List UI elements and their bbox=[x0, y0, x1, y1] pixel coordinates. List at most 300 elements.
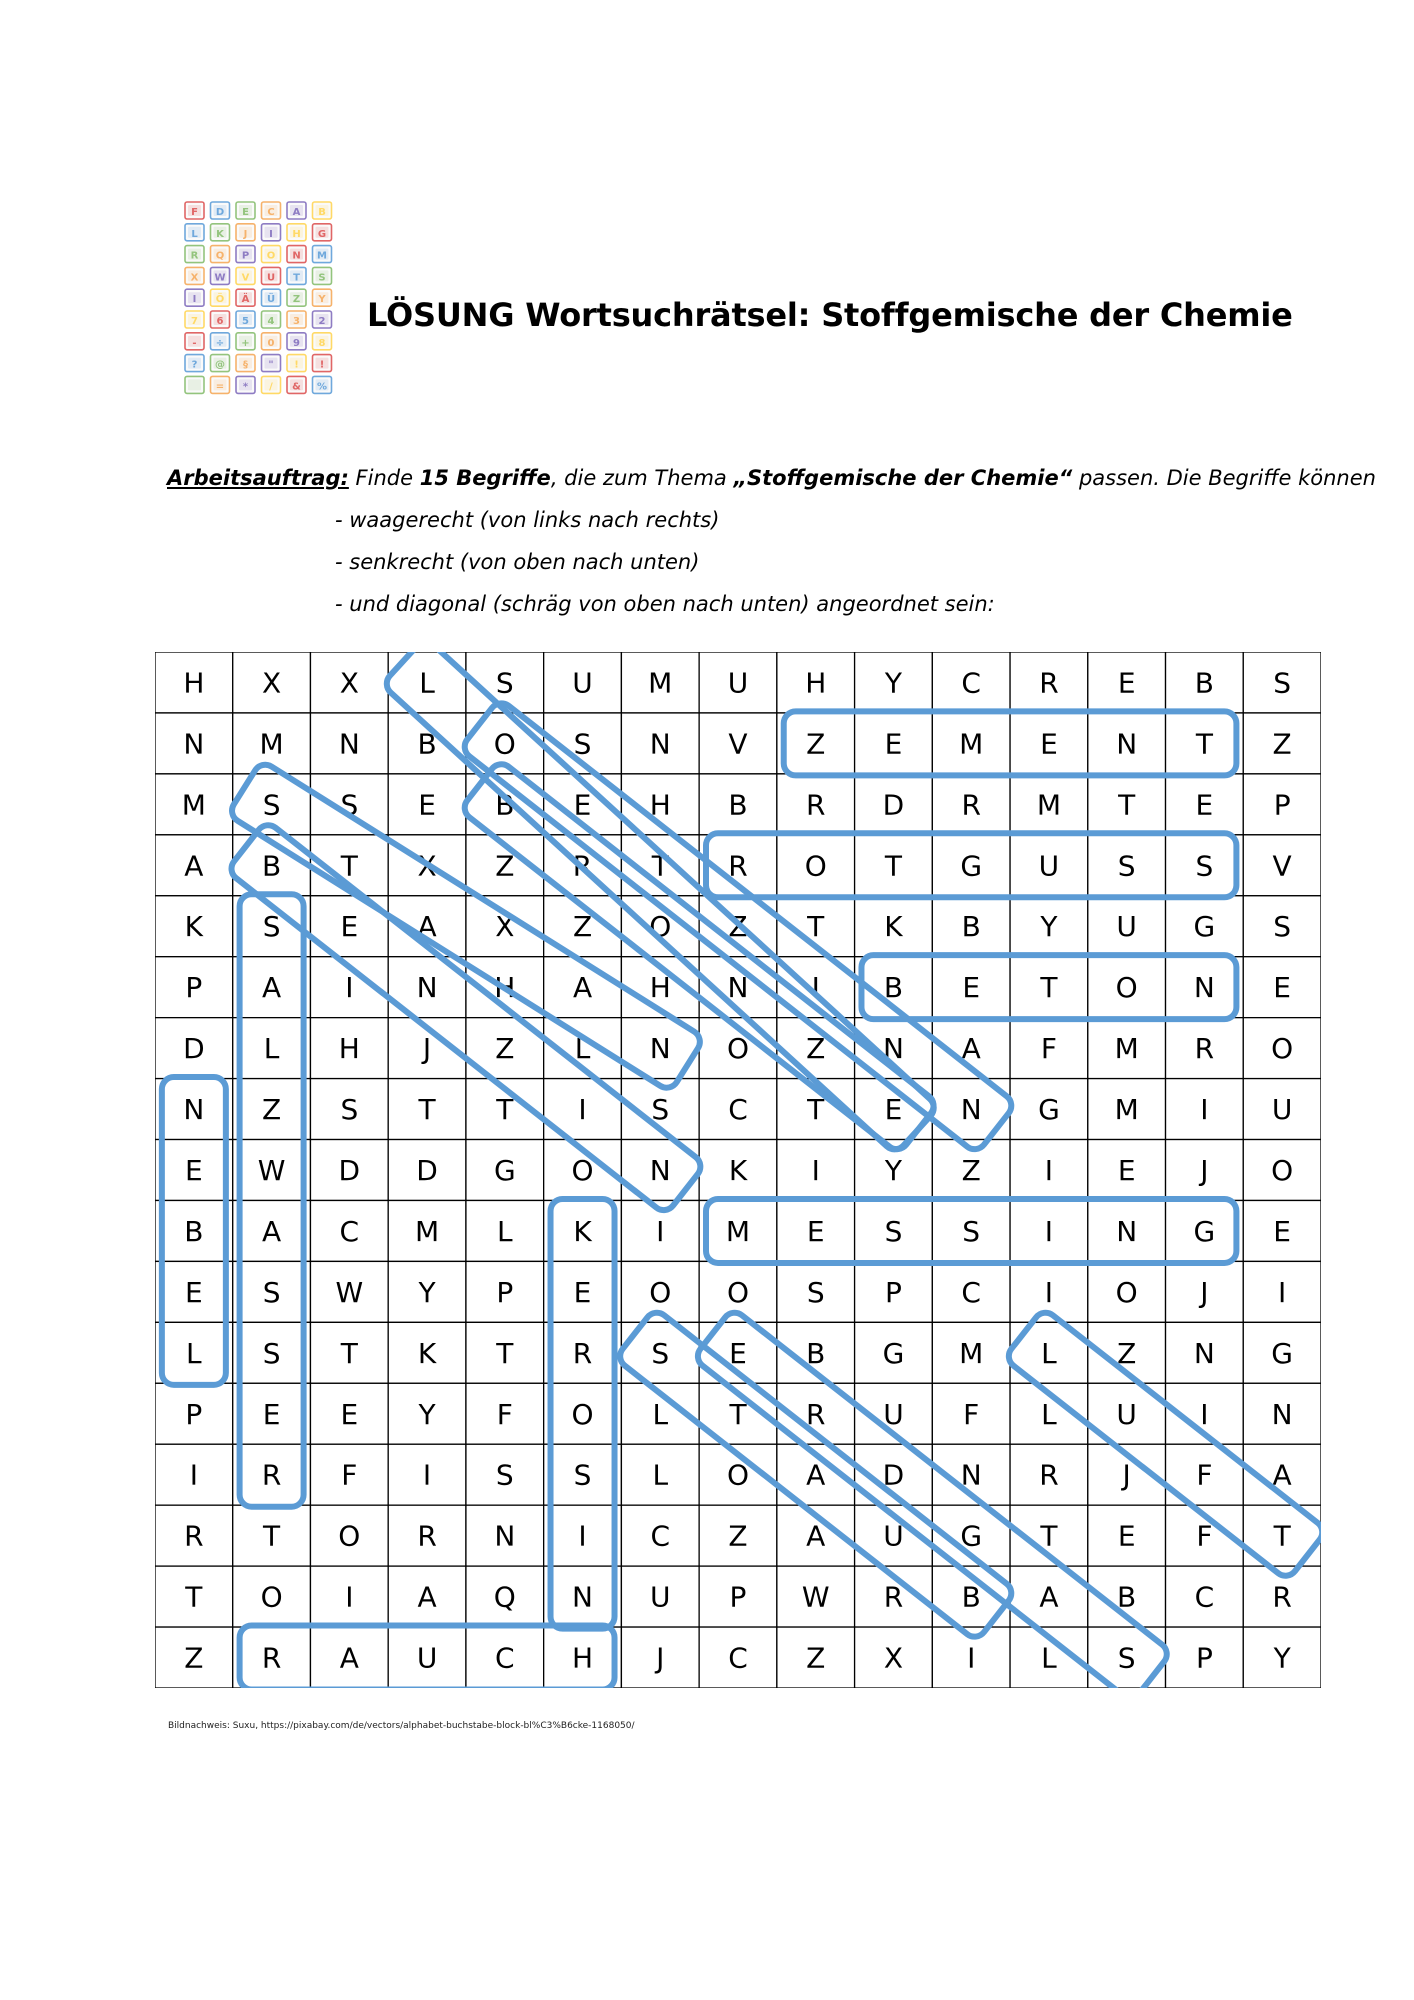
grid-letter: M bbox=[181, 788, 206, 822]
letter-block-label: 8 bbox=[318, 337, 326, 349]
grid-letter: A bbox=[572, 971, 593, 1005]
grid-letter: V bbox=[1272, 849, 1292, 883]
term-count: 15 Begriffe bbox=[419, 466, 551, 490]
letter-block-label: 4 bbox=[267, 316, 275, 327]
letter-block-label: K bbox=[216, 228, 224, 240]
grid-letter: I bbox=[811, 971, 820, 1005]
letter-block-label: - bbox=[192, 337, 197, 349]
grid-letter: T bbox=[1273, 1519, 1291, 1553]
grid-letter: I bbox=[578, 1519, 587, 1553]
grid-letter: R bbox=[572, 849, 593, 883]
grid-letter: O bbox=[649, 1275, 672, 1309]
grid-letter: Y bbox=[1040, 910, 1058, 944]
grid-letter: Z bbox=[961, 1154, 981, 1187]
grid-letter: L bbox=[1041, 1641, 1057, 1675]
grid-letter: B bbox=[184, 1214, 204, 1248]
grid-letter: N bbox=[649, 1032, 671, 1066]
grid-letter: Z bbox=[806, 1032, 826, 1066]
grid-letter: A bbox=[417, 910, 437, 944]
grid-letter: Z bbox=[728, 910, 748, 944]
grid-letter: S bbox=[806, 1275, 825, 1309]
topic: „Stoffgemische der Chemie“ bbox=[733, 466, 1073, 490]
grid-letter: S bbox=[651, 1336, 670, 1370]
grid-letter: T bbox=[1040, 971, 1058, 1005]
grid-letter: E bbox=[1273, 971, 1291, 1005]
grid-letter: M bbox=[648, 666, 673, 700]
grid-letter: M bbox=[259, 727, 284, 761]
grid-letter: I bbox=[967, 1641, 976, 1675]
letter-block-label: 0 bbox=[267, 337, 275, 349]
grid-letter: A bbox=[961, 1032, 981, 1066]
grid-letter: J bbox=[1200, 1275, 1209, 1309]
grid-letter: P bbox=[885, 1275, 902, 1309]
grid-letter: I bbox=[811, 1154, 820, 1187]
grid-letter: T bbox=[729, 1397, 747, 1431]
word-search-grid bbox=[155, 652, 1321, 1688]
grid-letter: G bbox=[1038, 1093, 1060, 1127]
grid-letter: N bbox=[649, 727, 671, 761]
grid-letter: S bbox=[262, 1275, 281, 1309]
grid-letter: Y bbox=[418, 1397, 436, 1431]
grid-letter: S bbox=[573, 727, 592, 761]
grid-letter: S bbox=[262, 1336, 281, 1370]
grid-letter: T bbox=[340, 1336, 358, 1370]
letter-block-label: C bbox=[267, 207, 275, 218]
grid-letter: O bbox=[1115, 1275, 1138, 1309]
grid-letter: R bbox=[1194, 1032, 1215, 1066]
grid-letter: X bbox=[883, 1641, 904, 1675]
grid-letter: Z bbox=[806, 727, 826, 761]
grid-letter: F bbox=[1196, 1458, 1213, 1492]
grid-letter: N bbox=[183, 727, 205, 761]
grid-letter: C bbox=[961, 666, 981, 700]
grid-letter: Z bbox=[184, 1641, 204, 1675]
letter-block-label: / bbox=[269, 381, 273, 393]
letter-block-label: Ä bbox=[241, 294, 250, 306]
letter-block-label: % bbox=[316, 381, 328, 393]
grid-letter: O bbox=[1271, 1032, 1294, 1066]
grid-letter: S bbox=[1195, 849, 1214, 883]
grid-letter: G bbox=[1193, 910, 1216, 944]
grid-letter: P bbox=[729, 1580, 747, 1614]
grid-letter: L bbox=[574, 1032, 591, 1066]
grid-letter: I bbox=[1044, 1275, 1054, 1309]
letter-block-label: B bbox=[318, 207, 326, 218]
grid-letter: B bbox=[961, 910, 981, 944]
letter-block-label: V bbox=[241, 272, 250, 284]
grid-letter: J bbox=[656, 1641, 665, 1675]
grid-letter: B bbox=[883, 971, 904, 1005]
letter-block-label: 9 bbox=[293, 337, 300, 349]
grid-letter: T bbox=[418, 1093, 436, 1127]
grid-letter: N bbox=[1193, 971, 1215, 1005]
letter-block-label: Ü bbox=[266, 294, 276, 306]
grid-letter: K bbox=[184, 910, 204, 944]
grid-letter: Y bbox=[884, 666, 903, 700]
grid-letter: L bbox=[652, 1458, 669, 1492]
letter-block-label: I bbox=[192, 294, 197, 306]
grid-letter: I bbox=[578, 1093, 587, 1127]
letter-block-label: * bbox=[242, 381, 249, 393]
grid-letter: S bbox=[262, 910, 281, 944]
grid-letter: N bbox=[1116, 1214, 1138, 1248]
grid-letter: A bbox=[262, 971, 282, 1005]
letter-block-face bbox=[188, 379, 201, 390]
grid-letter: R bbox=[805, 788, 826, 822]
grid-letter: C bbox=[728, 1641, 748, 1675]
grid-letter: U bbox=[650, 1580, 671, 1614]
grid-letter: Y bbox=[1273, 1641, 1291, 1675]
grid-letter: F bbox=[341, 1458, 358, 1492]
grid-letter: Z bbox=[495, 1032, 515, 1066]
grid-letter: N bbox=[183, 1093, 205, 1127]
grid-letter: C bbox=[1194, 1580, 1215, 1614]
letter-block-label: Q bbox=[215, 250, 225, 262]
grid-letter: L bbox=[263, 1032, 280, 1066]
grid-letter: U bbox=[1116, 910, 1137, 944]
grid-letter: N bbox=[338, 727, 360, 761]
grid-letter: N bbox=[416, 971, 438, 1005]
grid-letter: C bbox=[495, 1641, 515, 1675]
grid-letter: S bbox=[1273, 910, 1292, 944]
grid-letter: N bbox=[882, 1032, 904, 1066]
grid-letter: X bbox=[495, 910, 515, 944]
grid-letter: R bbox=[805, 1397, 826, 1431]
letter-block-label: S bbox=[318, 272, 326, 284]
grid-letter: B bbox=[261, 849, 282, 883]
grid-letter: N bbox=[960, 1458, 982, 1492]
grid-letter: T bbox=[185, 1580, 203, 1614]
grid-letter: I bbox=[345, 1580, 354, 1614]
grid-letter: M bbox=[1114, 1093, 1139, 1127]
letter-block-label: J bbox=[243, 228, 248, 240]
grid-letter: O bbox=[804, 849, 827, 883]
letter-block-label: ? bbox=[191, 359, 198, 371]
grid-letter: I bbox=[1278, 1275, 1287, 1309]
grid-letter: P bbox=[185, 971, 203, 1005]
grid-letter: S bbox=[1117, 1641, 1136, 1675]
grid-letter: L bbox=[496, 1214, 513, 1248]
grid-letter: O bbox=[1115, 971, 1138, 1005]
grid-letter: G bbox=[960, 1519, 983, 1553]
grid-letter: K bbox=[417, 1336, 437, 1370]
letter-block-label: + bbox=[241, 337, 250, 349]
grid-letter: N bbox=[572, 1580, 594, 1614]
grid-letter: W bbox=[257, 1154, 286, 1187]
grid-letter: U bbox=[883, 1397, 904, 1431]
grid-letter: J bbox=[422, 1032, 432, 1066]
grid-letter: Z bbox=[728, 1519, 748, 1553]
grid-letter: R bbox=[417, 1519, 437, 1553]
grid-letter: T bbox=[340, 849, 358, 883]
grid-letter: O bbox=[338, 1519, 361, 1553]
letter-block-label: W bbox=[214, 272, 226, 284]
grid-letter: M bbox=[414, 1214, 440, 1248]
grid-letter: L bbox=[419, 666, 435, 700]
letter-block-label: 6 bbox=[216, 316, 224, 327]
grid-letter: E bbox=[1117, 1154, 1136, 1187]
grid-letter: T bbox=[496, 1093, 514, 1127]
grid-letter: J bbox=[1122, 1458, 1131, 1492]
grid-letter: C bbox=[650, 1519, 671, 1553]
letter-block-label: N bbox=[292, 250, 301, 262]
grid-letter: T bbox=[807, 1093, 825, 1127]
grid-letter: E bbox=[185, 1275, 203, 1309]
grid-letter: C bbox=[961, 1275, 981, 1309]
grid-letter: E bbox=[1195, 788, 1214, 822]
letter-block-label: ! bbox=[319, 359, 325, 371]
grid-letter: G bbox=[960, 849, 983, 883]
grid-letter: O bbox=[726, 1458, 750, 1492]
instruction-item-horizontal: - waagerecht (von links nach rechts) bbox=[335, 508, 720, 532]
grid-letter: E bbox=[884, 1093, 903, 1127]
grid-letter: P bbox=[496, 1275, 514, 1309]
letter-block-label: R bbox=[190, 250, 199, 262]
grid-letter: E bbox=[185, 1154, 203, 1187]
grid-letter: R bbox=[961, 788, 981, 822]
grid-letter: I bbox=[422, 1458, 432, 1492]
letter-block-label: ÷ bbox=[215, 337, 225, 349]
grid-letter: T bbox=[1118, 788, 1136, 822]
letter-block-label: T bbox=[293, 272, 300, 284]
grid-letter: B bbox=[1194, 666, 1215, 700]
letter-block-label: L bbox=[191, 228, 198, 240]
letter-block-label: P bbox=[241, 250, 250, 262]
grid-letter: W bbox=[801, 1580, 830, 1614]
letter-block-label: H bbox=[292, 228, 301, 240]
grid-letter: A bbox=[339, 1641, 359, 1675]
letter-block-label: O bbox=[266, 250, 276, 262]
grid-letter: U bbox=[416, 1641, 438, 1675]
grid-letter: O bbox=[493, 727, 516, 761]
instruction-item-diagonal: - und diagonal (schräg von oben nach unten) angeordnet sein: bbox=[335, 592, 995, 616]
grid-letter: R bbox=[184, 1519, 204, 1553]
grid-letter: R bbox=[1272, 1580, 1292, 1614]
grid-letter: S bbox=[1117, 849, 1136, 883]
grid-letter: X bbox=[339, 666, 359, 700]
letter-block-label: D bbox=[215, 207, 225, 218]
grid-letter: Z bbox=[1272, 727, 1292, 761]
letter-block-label: M bbox=[317, 250, 327, 262]
grid-letter: B bbox=[1117, 1580, 1137, 1614]
grid-letter: A bbox=[184, 849, 204, 883]
grid-letter: E bbox=[1273, 1214, 1291, 1248]
grid-letter: C bbox=[728, 1093, 748, 1127]
letter-block-label: 3 bbox=[293, 316, 300, 327]
grid-letter: S bbox=[340, 1093, 359, 1127]
instruction-line: Arbeitsauftrag: Finde 15 Begriffe, die zum Thema „Stoffgemische der Chemie“ passen. Die Begriffe können bbox=[167, 466, 1376, 490]
grid-letter: R bbox=[1039, 666, 1059, 700]
grid-letter: U bbox=[727, 666, 749, 700]
grid-letter: N bbox=[727, 971, 749, 1005]
letter-block-label: 2 bbox=[318, 316, 326, 327]
grid-letter: K bbox=[573, 1214, 592, 1248]
grid-letter: E bbox=[573, 788, 592, 822]
grid-letter: U bbox=[1271, 1093, 1293, 1127]
grid-letter: E bbox=[262, 1397, 281, 1431]
letter-block-label: 5 bbox=[242, 316, 249, 327]
grid-letter: L bbox=[1041, 1336, 1057, 1370]
grid-letter: S bbox=[651, 1093, 670, 1127]
grid-letter: O bbox=[726, 1032, 750, 1066]
grid-letter: R bbox=[883, 1580, 904, 1614]
grid-letter: T bbox=[884, 849, 903, 883]
grid-letter: S bbox=[495, 1458, 514, 1492]
grid-letter: X bbox=[417, 849, 437, 883]
grid-letter: B bbox=[417, 727, 437, 761]
grid-letter: R bbox=[261, 1458, 282, 1492]
grid-letter: O bbox=[649, 910, 672, 944]
grid-letter: O bbox=[260, 1580, 283, 1614]
grid-letter: L bbox=[186, 1336, 202, 1370]
grid-letter: B bbox=[495, 788, 515, 822]
grid-letter: A bbox=[1039, 1580, 1059, 1614]
letter-block-label: Y bbox=[318, 294, 326, 306]
grid-letter: E bbox=[340, 910, 359, 944]
letter-block-label: = bbox=[215, 381, 225, 393]
grid-letter: T bbox=[1040, 1519, 1058, 1553]
grid-letter: U bbox=[1116, 1397, 1137, 1431]
grid-letter: L bbox=[1041, 1397, 1057, 1431]
alphabet-blocks-logo bbox=[183, 200, 333, 395]
grid-letter: T bbox=[651, 849, 669, 883]
grid-letter: J bbox=[1200, 1154, 1209, 1187]
grid-letter: B bbox=[728, 788, 748, 822]
grid-letter: G bbox=[882, 1336, 905, 1370]
letter-block-label: & bbox=[292, 381, 301, 393]
grid-letter: F bbox=[1040, 1032, 1057, 1066]
grid-letter: R bbox=[728, 849, 748, 883]
grid-letter: B bbox=[806, 1336, 826, 1370]
grid-letter: S bbox=[495, 666, 514, 700]
letter-block-label: X bbox=[190, 272, 199, 284]
grid-letter: G bbox=[493, 1154, 516, 1187]
image-credit: Bildnachweis: Suxu, https://pixabay.com/de/vectors/alphabet-buchstabe-block-bl%C3%B6cke-1168050/ bbox=[168, 1721, 635, 1731]
grid-letter: D bbox=[416, 1154, 438, 1187]
grid-letter: E bbox=[884, 727, 903, 761]
grid-letter: Z bbox=[495, 849, 515, 883]
grid-letter: N bbox=[494, 1519, 516, 1553]
letter-block-label: " bbox=[268, 359, 274, 371]
grid-letter: A bbox=[1272, 1458, 1292, 1492]
grid-letter: Z bbox=[262, 1093, 282, 1127]
grid-letter: Z bbox=[572, 910, 593, 944]
letter-block-label: Ö bbox=[215, 294, 225, 306]
grid-letter: F bbox=[1196, 1519, 1213, 1553]
grid-letter: C bbox=[339, 1214, 360, 1248]
grid-letter: A bbox=[417, 1580, 437, 1614]
grid-letter: T bbox=[263, 1519, 281, 1553]
grid-letter: K bbox=[728, 1154, 748, 1187]
letter-block-label: 7 bbox=[191, 316, 198, 327]
grid-letter: N bbox=[1271, 1397, 1293, 1431]
grid-letter: A bbox=[806, 1519, 826, 1553]
instruction-item-vertical: - senkrecht (von oben nach unten) bbox=[335, 550, 700, 574]
letter-block-label: I bbox=[269, 228, 273, 240]
grid-letter: T bbox=[1195, 727, 1213, 761]
grid-letter: L bbox=[652, 1397, 669, 1431]
grid-letter: H bbox=[338, 1032, 360, 1066]
letter-block-label: @ bbox=[215, 359, 225, 371]
grid-letter: H bbox=[494, 971, 516, 1005]
grid-letter: T bbox=[496, 1336, 514, 1370]
grid-letter: D bbox=[183, 1032, 205, 1066]
grid-letter: N bbox=[960, 1093, 982, 1127]
grid-letter: H bbox=[805, 666, 827, 700]
letter-block-label: E bbox=[242, 207, 249, 218]
grid-letter: E bbox=[340, 1397, 359, 1431]
grid-letter: M bbox=[1036, 788, 1062, 822]
grid-letter: E bbox=[1040, 727, 1058, 761]
grid-letter: R bbox=[572, 1336, 593, 1370]
grid-letter: F bbox=[496, 1397, 513, 1431]
grid-letter: I bbox=[656, 1214, 665, 1248]
grid-letter: I bbox=[189, 1458, 198, 1492]
grid-letter: S bbox=[340, 788, 359, 822]
grid-letter: T bbox=[807, 910, 825, 944]
grid-letter: V bbox=[728, 727, 748, 761]
grid-letter: P bbox=[1273, 788, 1291, 822]
grid-letter: M bbox=[959, 727, 984, 761]
grid-letter: Y bbox=[884, 1154, 903, 1187]
grid-letter: P bbox=[185, 1397, 203, 1431]
grid-letter: S bbox=[1273, 666, 1292, 700]
grid-letter: E bbox=[962, 971, 981, 1005]
grid-letter: W bbox=[335, 1275, 364, 1309]
letter-block-label: U bbox=[266, 272, 276, 284]
grid-letter: I bbox=[1200, 1397, 1209, 1431]
grid-letter: K bbox=[884, 910, 903, 944]
grid-letter: E bbox=[1117, 1519, 1136, 1553]
grid-letter: U bbox=[1038, 849, 1060, 883]
grid-letter: A bbox=[806, 1458, 826, 1492]
grid-letter: U bbox=[572, 666, 593, 700]
letter-block-label: A bbox=[292, 207, 301, 218]
grid-letter: E bbox=[1117, 666, 1136, 700]
letter-block-label: ! bbox=[294, 359, 299, 371]
grid-letter: H bbox=[649, 971, 671, 1005]
grid-letter: N bbox=[1193, 1336, 1215, 1370]
grid-letter: I bbox=[1044, 1154, 1054, 1187]
grid-letter: D bbox=[882, 788, 905, 822]
grid-letter: R bbox=[261, 1641, 282, 1675]
grid-letter: H bbox=[572, 1641, 594, 1675]
grid-letter: A bbox=[262, 1214, 282, 1248]
grid-letter: M bbox=[959, 1336, 984, 1370]
grid-letter: S bbox=[573, 1458, 592, 1492]
grid-letter: I bbox=[1200, 1093, 1209, 1127]
instruction-label: Arbeitsauftrag: bbox=[167, 466, 349, 490]
grid-letter: I bbox=[1044, 1214, 1054, 1248]
grid-letter: O bbox=[1271, 1154, 1294, 1187]
grid-letter: Y bbox=[418, 1275, 436, 1309]
grid-letter: Z bbox=[1117, 1336, 1137, 1370]
letter-block-label: F bbox=[191, 207, 198, 218]
grid-letter: B bbox=[961, 1580, 981, 1614]
grid-letter: D bbox=[338, 1154, 361, 1187]
grid-letter: U bbox=[883, 1519, 904, 1553]
grid-letter: X bbox=[262, 666, 282, 700]
grid-letter: E bbox=[573, 1275, 592, 1309]
letter-block-label: Z bbox=[292, 294, 301, 306]
grid-letter: O bbox=[571, 1154, 594, 1187]
grid-letter: F bbox=[963, 1397, 980, 1431]
grid-letter: O bbox=[726, 1275, 750, 1309]
grid-letter: O bbox=[571, 1397, 594, 1431]
grid-letter: D bbox=[882, 1458, 905, 1492]
grid-letter: M bbox=[725, 1214, 751, 1248]
grid-letter: S bbox=[262, 788, 281, 822]
